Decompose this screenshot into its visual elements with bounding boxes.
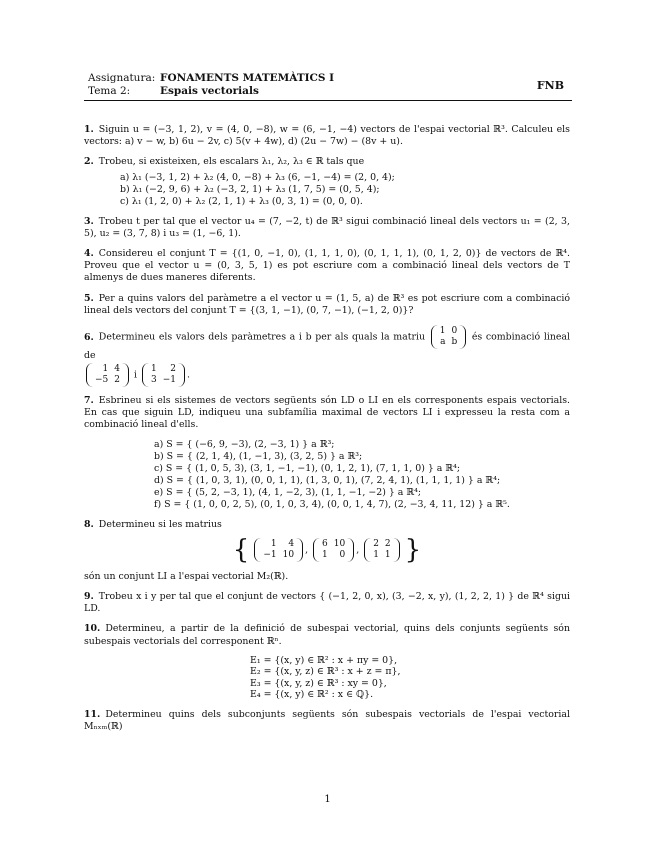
matrix-6a <box>431 325 467 349</box>
matrix-entry: 1 <box>373 549 379 560</box>
exercise-7: 7. Esbrineu si els sistemes de vectors següents són LD o LI en els corresponents espais vectorials. En cas que siguin LD, indiqueu una subfamília maximal de vectors LI i expresseu la resta com a combinació lineal d'ells. a) S = { (−6, 9, −3), (2, −3, 1) } a ℝ³; b) S = { (2, 1, 4), (1, −1, 3), (3, 2, 5) } a ℝ³; c) S = { (1, 0, 5, 3), (3, 1, −1, −1), (0, 1, 2, 1), (7, 1, 1, 0) } a ℝ⁴; d) S = { (1, 0, 3, 1), (0, 0, 1, 1), (1, 3, 0, 1), (7, 2, 4, 1), (1, 1, 1, 1) } a ℝ⁴; e) S = { (5, 2, −3, 1), (4, 1, −2, 3), (1, 1, −1, −2) } a ℝ⁴; f) S = { (1, 0, 0, 2, 5), (0, 1, 0, 3, 4), (0, 0, 1, 4, 7), (2, −3, 4, 11, 12) } a ℝ⁵. <box>84 395 570 510</box>
matrix-8b <box>313 538 354 562</box>
subject-label: Assignatura: <box>88 72 156 84</box>
matrix-8a <box>254 538 303 562</box>
list-item: E₃ = {(x, y, z) ∈ ℝ³ : xy = 0}, <box>250 677 387 689</box>
matrix-set-8: { 1 4 −1 10 , 6 10 1 0 , 2 2 1 1 } <box>232 534 422 565</box>
list-item: b) λ₁ (−2, 9, 6) + λ₂ (−3, 2, 1) + λ₃ (1, 7, 5) = (0, 5, 4); <box>120 183 380 195</box>
matrix-entry: 1 <box>102 364 109 375</box>
matrix-entry: 4 <box>114 364 121 375</box>
matrix-entry: −1 <box>162 375 176 386</box>
exercise-5: 5. Per a quins valors del paràmetre a el vector u = (1, 5, a) de ℝ³ es pot escriure com a combinació lineal dels vectors del conjunt T = {(3, 1, −1), (0, 7, −1), (−1, 2, 0)}? <box>84 292 570 316</box>
exercise-10: 10. Determineu, a partir de la definició de subespai vectorial, quins dels conjunts següents són subespais vectorials del corresponent ℝⁿ. E₁ = {(x, y) ∈ ℝ² : x + πy = 0}, E₂ = {(x, y, z) ∈ ℝ³ : x + z = π}, E₃ = {(x, y, z) ∈ ℝ³ : xy = 0}, E₄ = {(x, y) ∈ ℝ² : x ∈ ℚ}. <box>84 623 570 701</box>
list-item: a) S = { (−6, 9, −3), (2, −3, 1) } a ℝ³; <box>154 438 335 450</box>
subject: FONAMENTS MATEMÀTICS I <box>160 72 335 84</box>
exercise-1: 1. Siguin u = (−3, 1, 2), v = (4, 0, −8), w = (6, −1, −4) vectors de l'espai vectorial ℝ³. Calculeu els vectors: a) v − w, b) 6u − 2v, c) 5(v + 4w), d) (2u − 7w) − (8v + u). <box>84 124 570 148</box>
matrix-entry: 4 <box>288 538 295 549</box>
list-item: d) S = { (1, 0, 3, 1), (0, 0, 1, 1), (1, 3, 0, 1), (7, 2, 4, 1), (1, 1, 1, 1) } a ℝ⁴; <box>154 474 501 486</box>
exercise-8: 8. Determineu si les matrius { 1 4 −1 10 , 6 10 1 0 , 2 2 1 1 } són un conjunt LI a l'espai vectorial M₂(ℝ). <box>84 519 570 583</box>
list-item: E₂ = {(x, y, z) ∈ ℝ³ : x + z = π}, <box>250 666 401 678</box>
matrix-entry: b <box>451 337 458 348</box>
exercise-7-items <box>154 439 570 511</box>
header <box>88 72 572 98</box>
exercise-6: 6. Determineu els valors dels paràmetres a i b per als quals la matriu 1 0 a b és combinació lineal de 1 4 −5 2 i 1 2 3 −1 . <box>84 326 570 386</box>
matrix-entry: 2 <box>384 538 391 549</box>
matrix-entry: 1 <box>439 326 446 337</box>
brace-close: } <box>404 534 422 565</box>
exercise-2-items <box>120 172 570 208</box>
matrix-entry: 1 <box>270 538 277 549</box>
matrix-6c <box>142 363 185 387</box>
matrix-entry: 0 <box>451 326 458 337</box>
matrix-entry: 3 <box>150 375 157 386</box>
topic: Espais vectorials <box>160 85 259 97</box>
list-item: a) λ₁ (−3, 1, 2) + λ₂ (4, 0, −8) + λ₃ (6, −1, −4) = (2, 0, 4); <box>120 171 395 183</box>
list-item: E₁ = {(x, y) ∈ ℝ² : x + πy = 0}, <box>250 654 398 666</box>
matrix-entry: 2 <box>114 375 121 386</box>
brace-open: { <box>232 534 250 565</box>
matrix-entry: 1 <box>150 364 157 375</box>
exercise-9: 9. Trobeu x i y per tal que el conjunt de vectors { (−1, 2, 0, x), (3, −2, x, y), (1, 2, 2, 1) } de ℝ⁴ sigui LD. <box>84 591 570 615</box>
list-item: b) S = { (2, 1, 4), (1, −1, 3), (3, 2, 5) } a ℝ³; <box>154 450 363 462</box>
topic-label: Tema 2: <box>88 85 131 97</box>
school-code: FNB <box>536 79 564 92</box>
exercise-11: 11. Determineu quins dels subconjunts següents són subespais vectorials de l'espai vectorial Mₙₓₘ(ℝ) <box>84 708 570 733</box>
matrix-entry: −1 <box>263 549 277 560</box>
list-item: E₄ = {(x, y) ∈ ℝ² : x ∈ ℚ}. <box>250 689 374 701</box>
matrix-entry: 2 <box>373 538 379 549</box>
matrix-entry: 0 <box>339 549 346 560</box>
exercise-2: 2. Trobeu, si existeixen, els escalars λ₁, λ₂, λ₃ ∈ ℝ tals que a) λ₁ (−3, 1, 2) + λ₂ (4, 0, −8) + λ₃ (6, −1, −4) = (2, 0, 4); b) λ₁ (−2, 9, 6) + λ₂ (−3, 2, 1) + λ₃ (1, 7, 5) = (0, 5, 4); c) λ₁ (1, 2, 0) + λ₂ (2, 1, 1) + λ₃ (0, 3, 1) = (0, 0, 0). <box>84 156 570 207</box>
matrix-entry: 6 <box>322 538 328 549</box>
matrix-entry: −5 <box>95 375 109 386</box>
matrix-entry: 10 <box>333 538 346 549</box>
matrix-entry: a <box>440 337 446 348</box>
exercise-3: 3. Trobeu t per tal que el vector u₄ = (7, −2, t) de ℝ³ sigui combinació lineal dels vectors u₁ = (2, 3, 5), u₂ = (3, 7, 8) i u₃ = (1, −6, 1). <box>84 215 570 239</box>
matrix-6b <box>86 363 129 387</box>
matrix-8c <box>364 538 399 562</box>
matrix-entry: 1 <box>384 549 391 560</box>
exercise-4: 4. Considereu el conjunt T = {(1, 0, −1, 0), (1, 1, 1, 0), (0, 1, 1, 1), (0, 1, 2, 0)} de vectors de ℝ⁴. Proveu que el vector u = (0, 3, 5, 1) es pot escriure com a combinació lineal dels vectors de T almenys de dues maneres diferents. <box>84 248 570 284</box>
list-item: e) S = { (5, 2, −3, 1), (4, 1, −2, 3), (1, 1, −1, −2) } a ℝ⁴; <box>154 486 422 498</box>
list-item: c) S = { (1, 0, 5, 3), (3, 1, −1, −1), (0, 1, 2, 1), (7, 1, 1, 0) } a ℝ⁴; <box>154 462 461 474</box>
matrix-entry: 1 <box>322 549 328 560</box>
matrix-entry: 10 <box>282 549 295 560</box>
exercise-10-sets <box>250 655 570 701</box>
exercise-list <box>84 124 570 741</box>
list-item: f) S = { (1, 0, 0, 2, 5), (0, 1, 0, 3, 4), (0, 0, 1, 4, 7), (2, −3, 4, 11, 12) } a ℝ⁵. <box>154 498 510 510</box>
list-item: c) λ₁ (1, 2, 0) + λ₂ (2, 1, 1) + λ₃ (0, 3, 1) = (0, 0, 0). <box>120 195 363 207</box>
page-number: 1 <box>324 794 331 805</box>
matrix-entry: 2 <box>170 364 176 375</box>
header-rule <box>84 100 572 101</box>
